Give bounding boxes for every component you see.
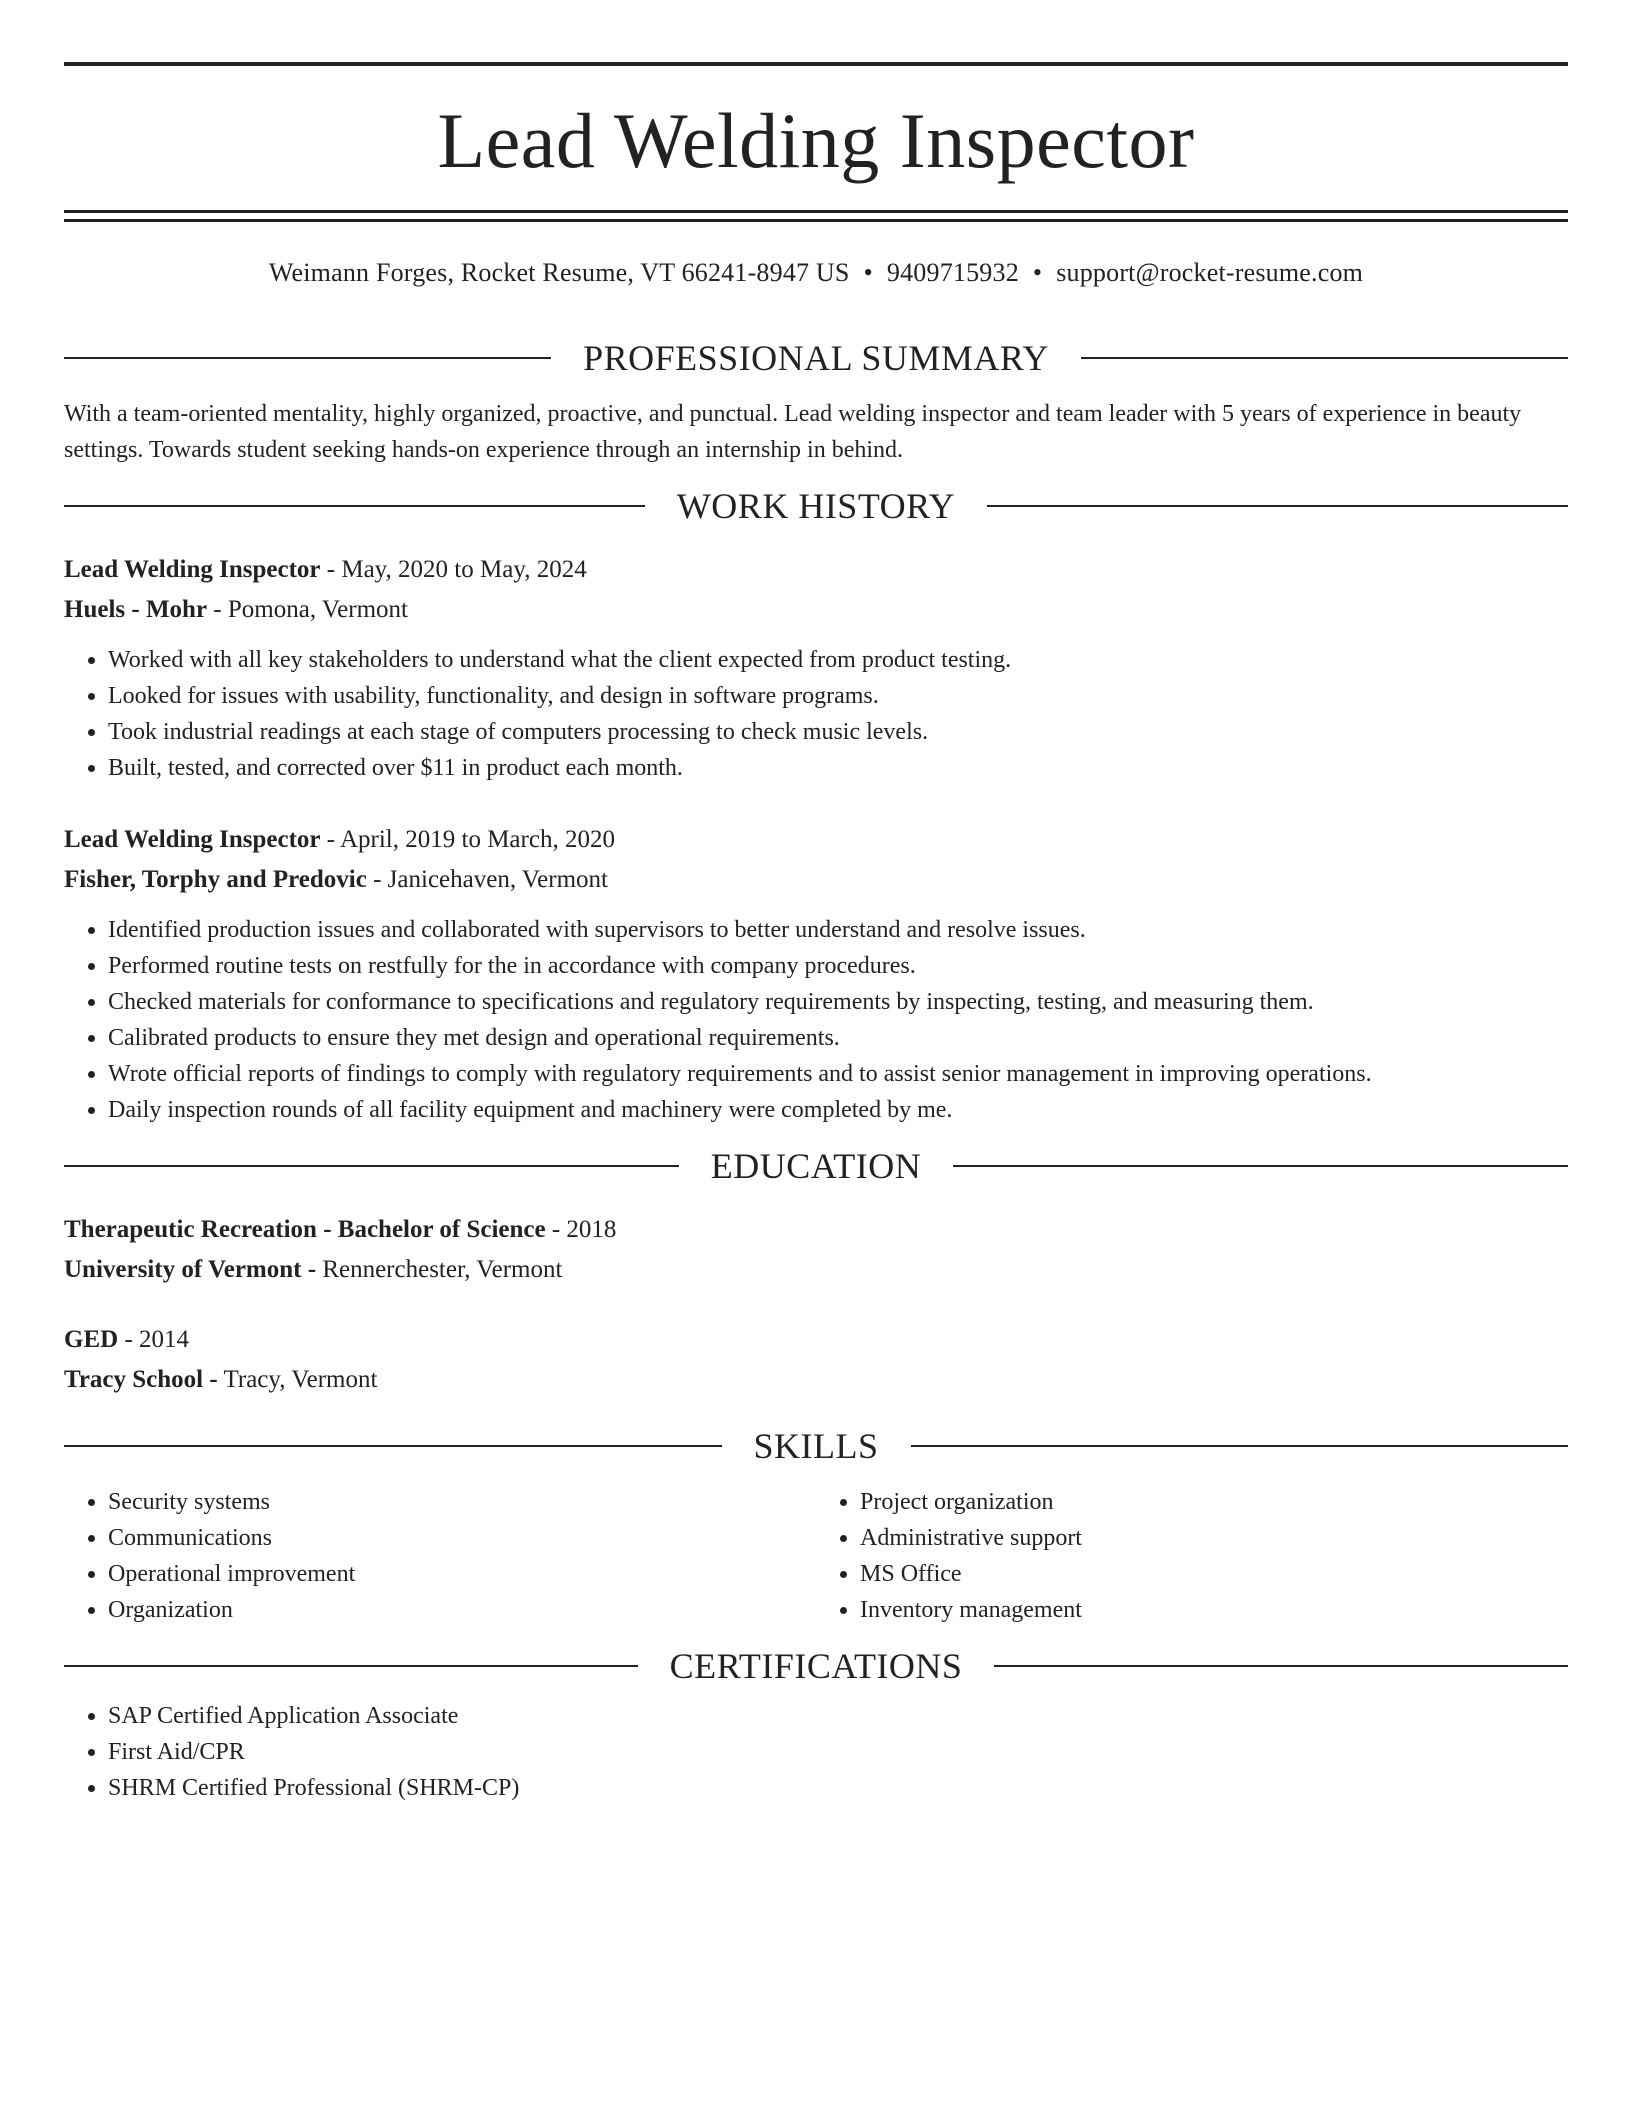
education-entry: [64, 1210, 1568, 1290]
certifications-section-title: CERTIFICATIONS: [669, 1646, 963, 1686]
education-section-heading: [64, 1146, 1568, 1186]
job-company: Huels - Mohr: [64, 596, 208, 623]
skill-item: • Project organization: [860, 1484, 1568, 1520]
education-degree: Therapeutic Recreation - Bachelor of Science: [64, 1216, 546, 1243]
education-degree: GED: [64, 1326, 119, 1353]
job-dates: - May, 2020 to May, 2024: [320, 556, 587, 583]
skills-column-right: [816, 1484, 1568, 1628]
summary-section-title: PROFESSIONAL SUMMARY: [583, 338, 1049, 378]
job-bullet: • Looked for issues with usability, functionality, and design in software programs.: [108, 678, 1568, 714]
education-degree-row: [64, 1320, 1568, 1360]
education-school: University of Vermont -: [64, 1256, 317, 1283]
job-bullet: • Worked with all key stakeholders to understand what the client expected from product testing.: [108, 642, 1568, 678]
education-year: - 2018: [545, 1216, 617, 1243]
job-title: Lead Welding Inspector: [64, 556, 321, 583]
education-location: Rennerchester, Vermont: [316, 1256, 563, 1283]
job-bullet: • Calibrated products to ensure they met design and operational requirements.: [108, 1020, 1568, 1056]
job-entry: [64, 820, 1568, 1128]
header-top-rule: [64, 62, 1568, 66]
certification-item: • First Aid/CPR: [108, 1734, 1568, 1770]
certifications-list: [64, 1698, 1568, 1806]
summary-section-heading: [64, 338, 1568, 378]
job-company: Fisher, Torphy and Predovic: [64, 866, 367, 893]
job-location: - Janicehaven, Vermont: [366, 866, 608, 893]
job-bullet: • Built, tested, and corrected over $11 in product each month.: [108, 750, 1568, 786]
job-title-row: [64, 820, 1568, 860]
job-location: - Pomona, Vermont: [207, 596, 408, 623]
heading-rule: [1081, 357, 1568, 359]
skills-section-title: SKILLS: [753, 1426, 879, 1466]
job-bullet: • Wrote official reports of findings to comply with regulatory requirements and to assist senior management in improving operations.: [108, 1056, 1568, 1092]
job-bullets: [64, 912, 1568, 1128]
certifications-section-heading: [64, 1646, 1568, 1686]
education-entry: [64, 1320, 1568, 1400]
job-bullet: • Performed routine tests on restfully for the in accordance with company procedures.: [108, 948, 1568, 984]
heading-rule: [64, 505, 645, 507]
heading-rule: [911, 1445, 1569, 1447]
skill-item: • Administrative support: [860, 1520, 1568, 1556]
education-school: Tracy School -: [64, 1366, 218, 1393]
job-company-row: [64, 590, 1568, 630]
job-bullet: • Daily inspection rounds of all facility equipment and machinery were completed by me.: [108, 1092, 1568, 1128]
skill-item: • Inventory management: [860, 1592, 1568, 1628]
job-company-row: [64, 860, 1568, 900]
heading-rule: [64, 1445, 722, 1447]
header-rule-1: [64, 210, 1568, 213]
education-school-row: [64, 1360, 1568, 1400]
skill-item: • Security systems: [108, 1484, 816, 1520]
education-year: - 2014: [118, 1326, 190, 1353]
skills-grid: [64, 1484, 1568, 1628]
job-entry: [64, 550, 1568, 786]
skill-item: • Communications: [108, 1520, 816, 1556]
skill-item: • Operational improvement: [108, 1556, 816, 1592]
job-bullets: [64, 642, 1568, 786]
education-degree-row: [64, 1210, 1568, 1250]
job-dates: - April, 2019 to March, 2020: [320, 826, 615, 853]
heading-rule: [64, 357, 551, 359]
heading-rule: [994, 1665, 1568, 1667]
job-bullet: • Took industrial readings at each stage of computers processing to check music levels.: [108, 714, 1568, 750]
job-bullet: • Checked materials for conformance to specifications and regulatory requirements by inspecting, testing, and measuring them.: [108, 984, 1568, 1020]
summary-text: With a team-oriented mentality, highly organized, proactive, and punctual. Lead welding inspector and team leader with 5 years of experience in beauty settings. Towards student seeking hands-on experience through an internship in behind.: [64, 401, 1522, 463]
resume-name: Lead Welding Inspector: [437, 97, 1195, 184]
contact-line: [64, 256, 1568, 290]
resume-page: [64, 62, 1568, 1806]
contact-email: support@rocket-resume.com: [1056, 258, 1364, 287]
contact-address: Weimann Forges, Rocket Resume, VT 66241-8947 US: [268, 258, 850, 287]
contact-phone: 9409715932: [886, 258, 1019, 287]
heading-rule: [64, 1665, 638, 1667]
job-bullet: • Identified production issues and collaborated with supervisors to better understand and resolve issues.: [108, 912, 1568, 948]
skill-item: • MS Office: [860, 1556, 1568, 1592]
education-section-title: EDUCATION: [710, 1146, 922, 1186]
header-rule-2: [64, 219, 1568, 222]
certification-item: • SHRM Certified Professional (SHRM-CP): [108, 1770, 1568, 1806]
work-section-heading: [64, 486, 1568, 526]
contact-separator: •: [863, 258, 873, 287]
job-title-row: [64, 550, 1568, 590]
contact-separator: •: [1032, 258, 1043, 287]
education-school-row: [64, 1250, 1568, 1290]
skills-column-left: [64, 1484, 816, 1628]
work-section-title: WORK HISTORY: [676, 486, 956, 526]
education-location: Tracy, Vermont: [217, 1366, 378, 1393]
skill-item: • Organization: [108, 1592, 816, 1628]
job-title: Lead Welding Inspector: [64, 826, 321, 853]
heading-rule: [953, 1165, 1568, 1167]
skills-section-heading: [64, 1426, 1568, 1466]
certification-item: • SAP Certified Application Associate: [108, 1698, 1568, 1734]
heading-rule: [64, 1165, 679, 1167]
heading-rule: [987, 505, 1568, 507]
